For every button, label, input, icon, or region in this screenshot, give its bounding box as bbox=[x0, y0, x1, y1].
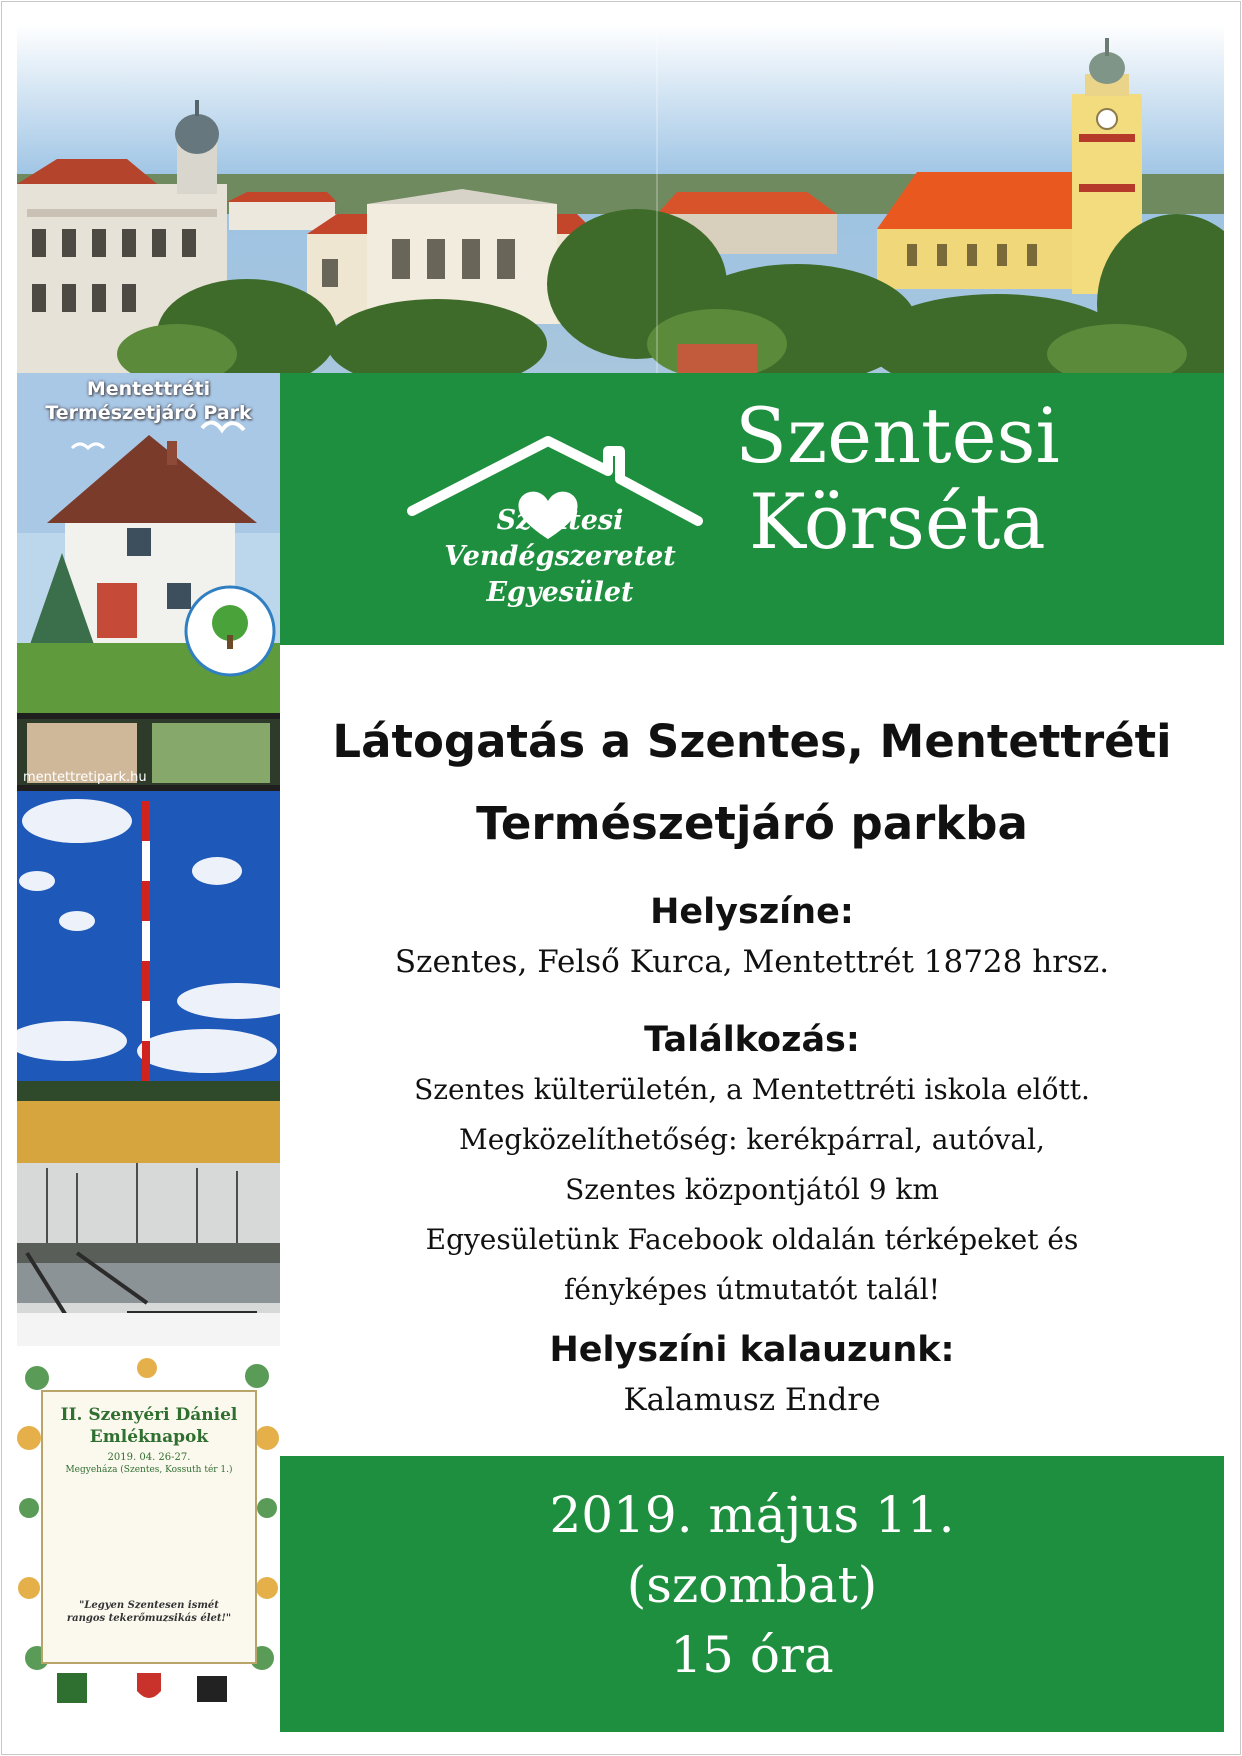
park-url: mentettretipark.hu bbox=[23, 770, 147, 785]
header-title bbox=[735, 393, 1155, 565]
meeting-section bbox=[280, 1015, 1224, 1315]
header-title-line2: Körséta bbox=[749, 477, 1046, 566]
meeting-line: Szentes külterületén, a Mentettréti iskola előtt. bbox=[414, 1073, 1090, 1106]
event-details bbox=[280, 645, 1224, 1455]
park-house-photo bbox=[17, 373, 280, 791]
guide-label: Helyszíni kalauzunk: bbox=[549, 1330, 955, 1370]
emlek-quote-line2: rangos tekerőmuzsikás élet!" bbox=[66, 1613, 232, 1624]
event-heading bbox=[280, 701, 1224, 865]
date-banner bbox=[280, 1456, 1224, 1732]
meeting-line: fényképes útmutatót talál! bbox=[564, 1273, 940, 1306]
tv-tower-photo bbox=[17, 791, 280, 1163]
weekday-line: (szombat) bbox=[626, 1556, 878, 1614]
town-panorama-photo bbox=[17, 24, 1224, 373]
park-caption-line1: Mentettréti bbox=[86, 378, 211, 400]
emlek-quote-line1: "Legyen Szentesen ismét bbox=[79, 1600, 219, 1611]
event-heading-line2: Természetjáró parkba bbox=[476, 797, 1028, 850]
event-heading-line1: Látogatás a Szentes, Mentettréti bbox=[332, 715, 1172, 768]
meeting-line: Egyesületünk Facebook oldalán térképeket és bbox=[425, 1223, 1079, 1256]
emleknapok-poster bbox=[17, 1358, 280, 1716]
org-name-line1: Szentesi Vendégszeretet bbox=[444, 505, 676, 572]
emleknapok-card bbox=[41, 1390, 257, 1664]
meeting-line: Megközelíthetőség: kerékpárral, autóval, bbox=[459, 1123, 1045, 1156]
org-name-line2: Egyesület bbox=[486, 577, 634, 608]
emlek-dates: 2019. 04. 26-27. bbox=[107, 1452, 191, 1463]
location-value: Szentes, Felső Kurca, Mentettrét 18728 hrsz. bbox=[394, 944, 1110, 980]
date-line: 2019. május 11. bbox=[549, 1486, 955, 1544]
winter-bridge-photo bbox=[17, 1163, 280, 1346]
location-label: Helyszíne: bbox=[650, 892, 854, 932]
park-caption-line2: Természetjáró Park bbox=[45, 402, 252, 424]
location-section bbox=[280, 887, 1224, 987]
guide-name: Kalamusz Endre bbox=[623, 1382, 881, 1418]
emlek-place: Megyeháza (Szentes, Kossuth tér 1.) bbox=[65, 1465, 233, 1475]
emlek-title-line2: Emléknapok bbox=[89, 1427, 209, 1447]
header-banner bbox=[280, 373, 1224, 645]
time-line: 15 óra bbox=[670, 1626, 834, 1684]
guide-section bbox=[280, 1325, 1224, 1425]
org-name bbox=[380, 503, 740, 611]
header-title-line1: Szentesi bbox=[735, 391, 1060, 480]
meeting-label: Találkozás: bbox=[644, 1020, 860, 1060]
emlek-portrait-space bbox=[43, 1475, 255, 1593]
emlek-title-line1: II. Szenyéri Dániel bbox=[60, 1405, 238, 1425]
meeting-line: Szentes központjától 9 km bbox=[565, 1173, 939, 1206]
